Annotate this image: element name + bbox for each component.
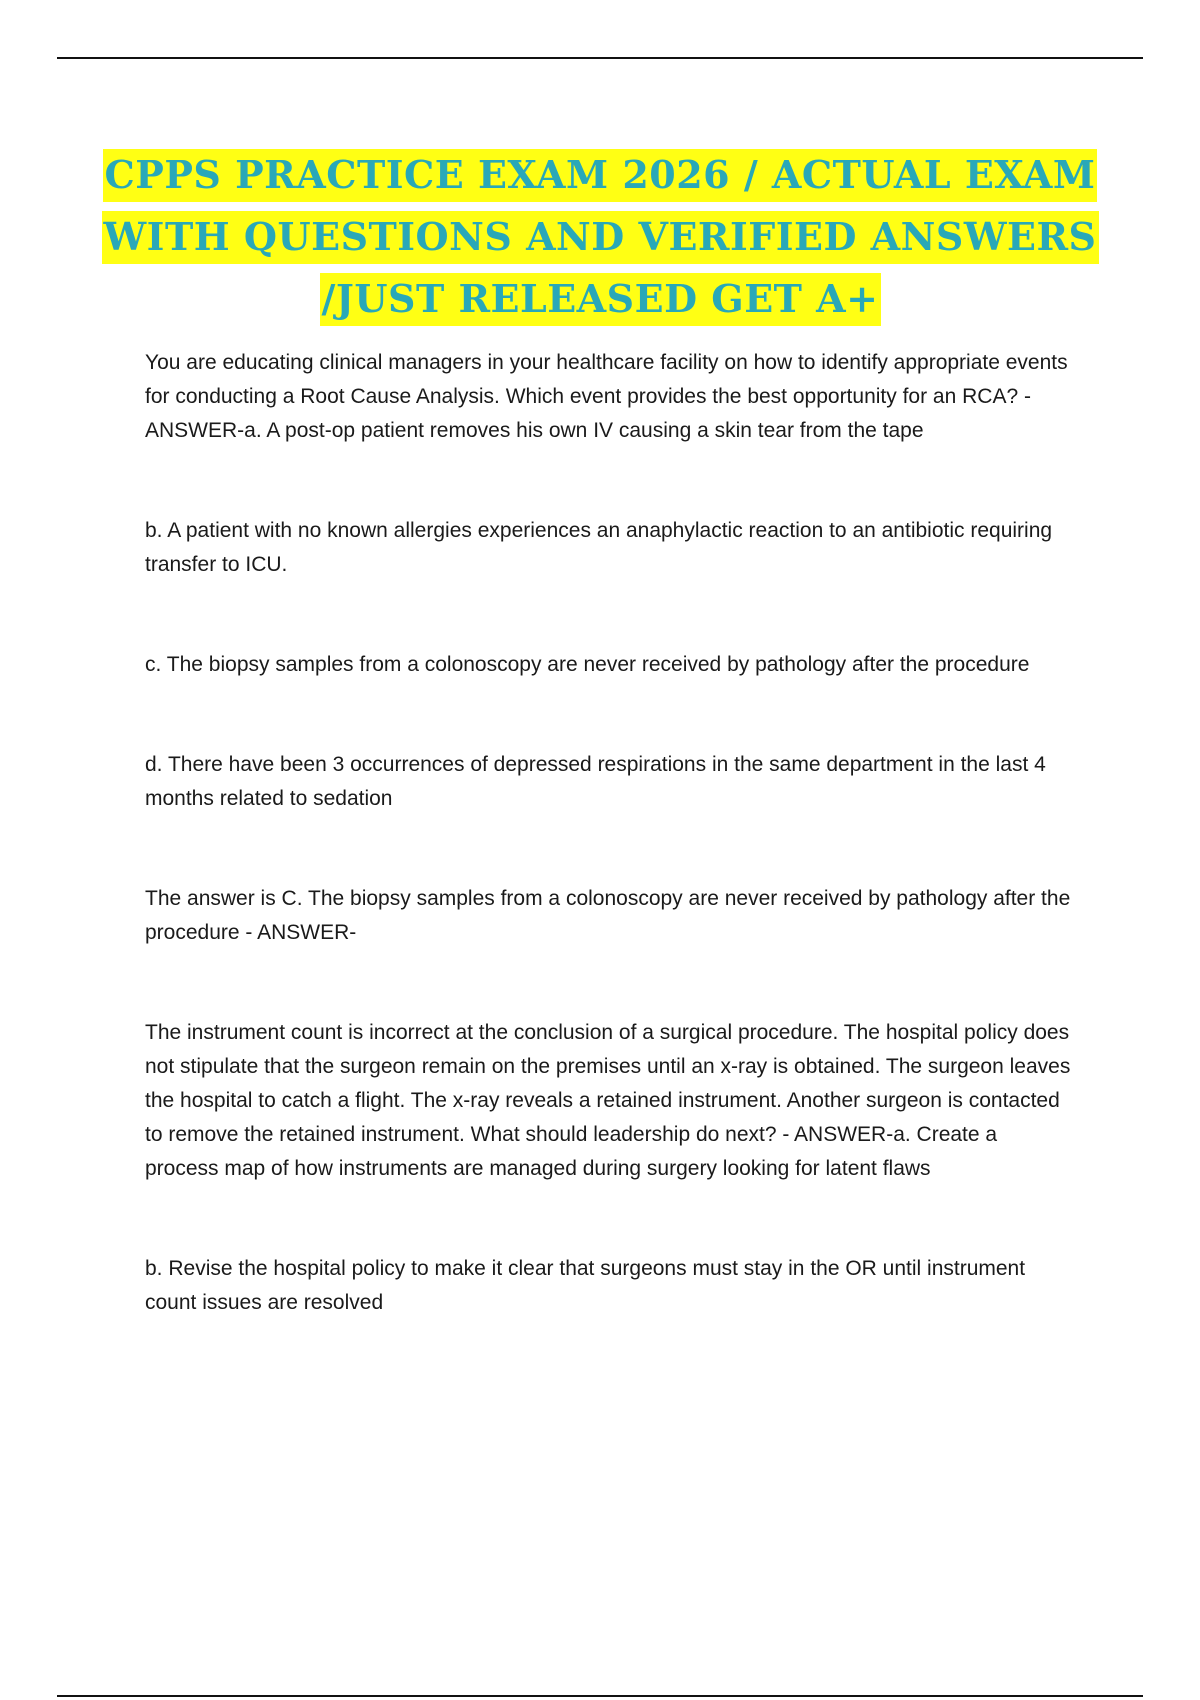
question-2-paragraph: The instrument count is incorrect at the conclusion of a surgical procedure. The hospital policy does not stipulate that the surgeon remain on the premises until an x-ray is obtained. The surgeon leaves the hospital to catch a flight. The x-ray reveals a retained instrument. Another surgeon is contacted to remove the retained instrument. What should leadership do next? - ANSWER-a. Create a process map of how instruments are managed during surgery looking for latent flaws [145, 1021, 1071, 1180]
option-b-2-paragraph: b. Revise the hospital policy to make it clear that surgeons must stay in the OR until instrument count issues are resolved [145, 1257, 1026, 1314]
top-rule [57, 57, 1143, 59]
question-1-paragraph: You are educating clinical managers in your healthcare facility on how to identify appropriate events for conducting a Root Cause Analysis. Which event provides the best opportunity for an RCA? - ANSWER-a. A post-op patient removes his own IV causing a skin tear from the tape [145, 351, 1068, 442]
title-highlight: CPPS PRACTICE EXAM 2026 / ACTUAL EXAM WITH QUESTIONS AND VERIFIED ANSWERS /JUST RELEASED GET A+ [102, 149, 1099, 326]
option-b-paragraph: b. A patient with no known allergies experiences an anaphylactic reaction to an antibiotic requiring transfer to ICU. [145, 519, 1053, 576]
document-body [145, 346, 1075, 1320]
bottom-rule [57, 1695, 1143, 1697]
answer-paragraph: The answer is C. The biopsy samples from a colonoscopy are never received by pathology after the procedure - ANSWER- [145, 887, 1071, 944]
option-c-paragraph: c. The biopsy samples from a colonoscopy are never received by pathology after the procedure [145, 653, 1030, 676]
document-title [60, 144, 1140, 330]
option-d-paragraph: d. There have been 3 occurrences of depressed respirations in the same department in the last 4 months related to sedation [145, 753, 1046, 810]
